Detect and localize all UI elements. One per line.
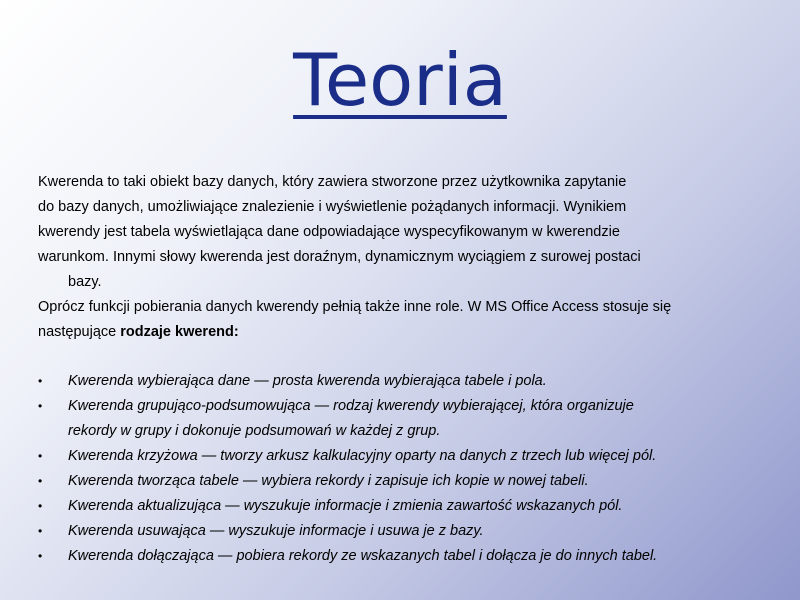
bullet-icon: • — [38, 374, 43, 388]
slide-title: Teoria — [293, 38, 507, 122]
query-type-text: Kwerenda wybierająca dane — prosta kwerenda wybierająca tabele i pola. — [68, 373, 547, 389]
query-type-text: Kwerenda grupująco-podsumowująca — rodzaj kwerendy wybierającej, która organizuje — [68, 398, 634, 414]
query-type-text: Kwerenda aktualizująca — wyszukuje informacje i zmienia zawartość wskazanych pól. — [68, 498, 623, 514]
bullet-icon: • — [38, 474, 43, 488]
bullet-icon: • — [38, 449, 43, 463]
query-type-item — [38, 544, 760, 569]
query-type-text: Kwerenda tworząca tabele — wybiera rekordy i zapisuje ich kopie w nowej tabeli. — [68, 473, 589, 489]
query-type-item — [38, 369, 760, 394]
slide-body — [38, 170, 760, 569]
bullet-icon: • — [38, 499, 43, 513]
bullet-icon: • — [38, 524, 43, 538]
intro-line-continuation: bazy. — [68, 274, 102, 290]
intro-line — [38, 320, 760, 345]
query-type-item — [38, 444, 760, 469]
query-type-text: Kwerenda usuwająca — wyszukuje informacje i usuwa je z bazy. — [68, 523, 484, 539]
query-types-heading: rodzaje kwerend: — [120, 324, 239, 340]
intro-line: kwerendy jest tabela wyświetlająca dane odpowiadające wyspecyfikowanym w kwerendzie — [38, 224, 620, 240]
intro-line-text: następujące — [38, 324, 121, 340]
spacer — [38, 345, 760, 369]
query-types-list — [38, 369, 760, 569]
intro-line: warunkom. Innymi słowy kwerenda jest doraźnym, dynamicznym wyciągiem z surowej postaci — [38, 249, 641, 265]
query-type-text-cont: rekordy w grupy i dokonuje podsumowań w każdej z grup. — [68, 423, 441, 439]
query-type-item — [38, 519, 760, 544]
bullet-icon: • — [38, 549, 43, 563]
query-type-text: Kwerenda dołączająca — pobiera rekordy ze wskazanych tabel i dołącza je do innych tabel. — [68, 548, 658, 564]
query-type-item — [38, 469, 760, 494]
query-type-item — [38, 494, 760, 519]
intro-line: Oprócz funkcji pobierania danych kwerendy pełnią także inne role. W MS Office Access stosuje się — [38, 299, 672, 315]
intro-line: Kwerenda to taki obiekt bazy danych, który zawiera stworzone przez użytkownika zapytanie — [38, 174, 627, 190]
intro-line: do bazy danych, umożliwiające znalezienie i wyświetlenie pożądanych informacji. Wynikiem — [38, 199, 627, 215]
bullet-icon: • — [38, 399, 43, 413]
query-type-text: Kwerenda krzyżowa — tworzy arkusz kalkulacyjny oparty na danych z trzech lub więcej pól. — [68, 448, 657, 464]
query-type-item — [38, 394, 760, 444]
